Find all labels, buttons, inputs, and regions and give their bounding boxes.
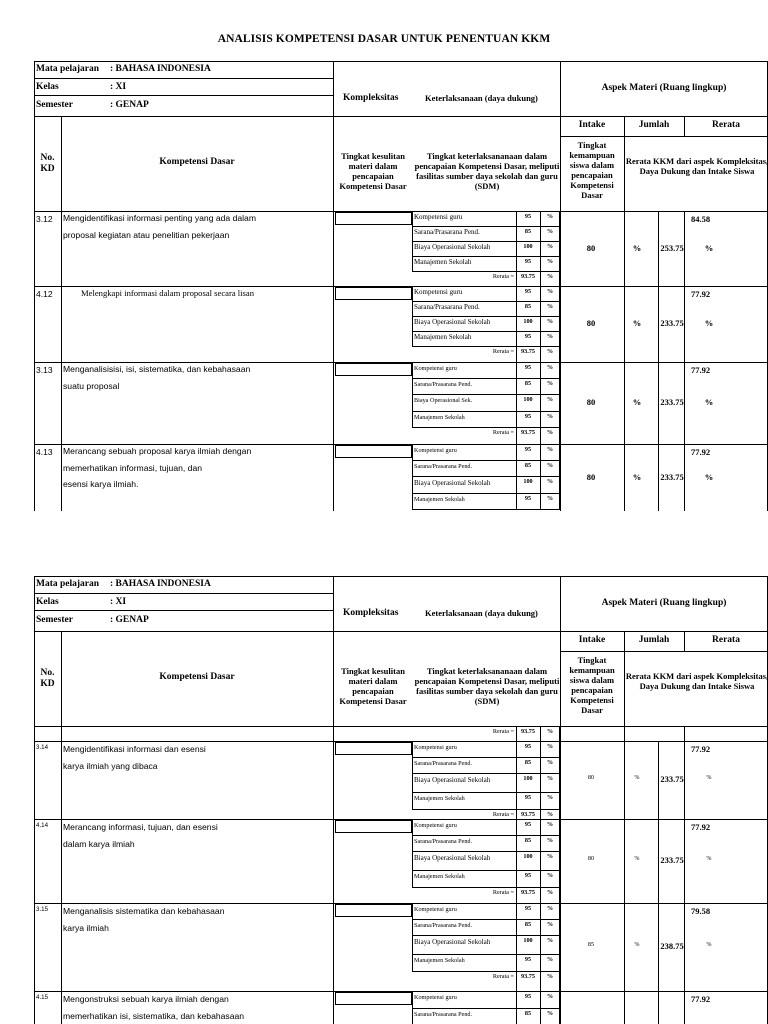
intake-header: Intake (578, 635, 606, 645)
grid-line-v (624, 819, 625, 903)
support-sarana-value: 85 (524, 1010, 532, 1017)
support-sarana-label: Sarana/Prasarana Pend. (414, 1011, 473, 1018)
support-guru-label: Kompetensi guru (414, 906, 457, 913)
kd-number: 3.13 (36, 365, 53, 375)
support-manajemen-value: 95 (524, 413, 532, 420)
support-manajemen-label: Manajemen Sekolah (414, 795, 465, 802)
intake-pct: % (634, 941, 640, 948)
grid-line-h (34, 78, 333, 79)
support-manajemen-pct: % (546, 956, 554, 963)
support-sarana-pct: % (546, 228, 554, 235)
kd-text-line: Mengidentifikasi informasi penting yang ada dalam (63, 213, 256, 223)
support-biaya-label: Biaya Operasional Sekolah (414, 479, 491, 487)
support-manajemen-value: 95 (524, 794, 532, 801)
support-guru-label: Kompetensi guru (414, 447, 457, 454)
kd-text (63, 903, 224, 936)
support-rerata-label: Rerata = (492, 811, 514, 818)
support-rerata-pct: % (546, 429, 554, 436)
support-manajemen-pct: % (546, 333, 554, 340)
support-biaya-value: 100 (523, 853, 533, 860)
grid-line-h (560, 991, 768, 992)
support-sarana-pct: % (546, 837, 554, 844)
kd-text-line: Melengkapi informasi dalam proposal secara lisan (81, 288, 255, 298)
support-rerata-top-pct: % (546, 728, 554, 735)
kd-text (63, 210, 256, 243)
grid-line-v (61, 116, 62, 511)
kompleksitas-input[interactable] (335, 363, 412, 376)
kelas-value: : XI (110, 597, 127, 607)
support-biaya-value: 100 (523, 937, 533, 944)
kd-number: 4.13 (36, 447, 53, 457)
kd-text (63, 741, 206, 774)
support-guru-value: 95 (524, 821, 532, 828)
rerata-value: 77.92 (691, 822, 711, 832)
rerata-header: Rerata (712, 635, 740, 645)
support-sarana-pct: % (546, 1010, 554, 1017)
support-rerata-pct: % (546, 973, 554, 980)
kkm-table-1 (34, 61, 768, 511)
jumlah-pct: % (704, 472, 714, 482)
kd-text-line: Merancang informasi, tujuan, dan esensi (63, 822, 218, 832)
no-kd-header: No. KD (40, 153, 55, 174)
grid-line-v (684, 726, 685, 741)
intake-pct: % (632, 243, 642, 253)
support-manajemen-value: 95 (524, 956, 532, 963)
support-guru-value: 95 (524, 743, 532, 750)
support-sarana-value: 85 (524, 921, 532, 928)
support-biaya-label: Biaya Operasional Sekolah (414, 318, 491, 326)
jumlah-value: 233.75 (660, 472, 684, 482)
rerata-kkm-header: Rerata KKM dari aspek Kompleksitas, Daya Dukung dan Intake Siswa (625, 156, 768, 176)
support-guru-label: Kompetensi guru (414, 288, 463, 296)
jumlah-pct: % (706, 774, 712, 781)
rerata-value: 77.92 (691, 289, 711, 299)
support-biaya-label: Biaya Operasional Sek. (414, 397, 473, 404)
intake-value: 80 (586, 243, 596, 253)
kd-text-line: Mengidentifikasi informasi dan esensi (63, 744, 206, 754)
jumlah-value: 253.75 (660, 243, 684, 253)
grid-line-v (333, 576, 334, 1024)
kompetensi-dasar-header: Kompetensi Dasar (159, 157, 235, 167)
semester-label: Semester (36, 100, 73, 110)
jumlah-value: 233.75 (660, 318, 684, 328)
support-biaya-pct: % (546, 775, 554, 782)
grid-line-v (560, 726, 561, 741)
rerata-value: 84.58 (691, 214, 711, 224)
grid-line-h (560, 116, 768, 117)
support-guru-pct: % (546, 821, 554, 828)
support-guru-label: Kompetensi guru (414, 994, 457, 1001)
kelas-value: : XI (110, 82, 127, 92)
jumlah-value: 238.75 (660, 941, 684, 951)
support-sarana-pct: % (546, 921, 554, 928)
support-biaya-label: Biaya Operasional Sekolah (414, 776, 491, 784)
tingkat-kesulitan-header: Tingkat kesulitan materi dalam pencapaian Kompetensi Dasar (339, 151, 407, 191)
kd-text (63, 819, 218, 852)
kd-text-line: Menganalisisisi, isi, sistematika, dan kebahasaan (63, 364, 251, 374)
support-biaya-value: 100 (523, 243, 533, 250)
grid-line-h (560, 136, 768, 137)
grid-line-v (624, 444, 625, 511)
kd-text (63, 443, 251, 493)
kompleksitas-input[interactable] (335, 445, 412, 458)
support-rerata-label: Rerata = (492, 429, 514, 436)
grid-line-h (560, 286, 768, 287)
intake-value: 80 (586, 318, 596, 328)
support-manajemen-pct: % (546, 258, 554, 265)
grid-line-v (624, 726, 625, 741)
support-biaya-label: Biaya Operasional Sekolah (414, 854, 491, 862)
grid-line-v (34, 576, 35, 1024)
kd-text-line: karya ilmiah yang dibaca (63, 760, 158, 771)
support-biaya-label: Biaya Operasional Sekolah (414, 938, 491, 946)
tingkat-kemampuan-header: Tingkat kemampuan siswa dalam pencapaian Kompetensi Dasar (569, 655, 615, 715)
support-manajemen-label: Manajemen Sekolah (414, 258, 472, 266)
support-biaya-pct: % (546, 478, 554, 485)
support-manajemen-value: 95 (524, 333, 532, 340)
jumlah-header: Jumlah (638, 635, 670, 645)
support-guru-pct: % (546, 288, 554, 295)
support-rerata-pct: % (546, 811, 554, 818)
rerata-value: 77.92 (691, 744, 711, 754)
aspek-header: Aspek Materi (Ruang lingkup) (601, 598, 727, 608)
jumlah-value: 233.75 (660, 397, 684, 407)
support-sarana-pct: % (546, 380, 554, 387)
grid-line-v (560, 991, 561, 1024)
page-title: ANALISIS KOMPETENSI DASAR UNTUK PENENTUAN KKM (217, 33, 551, 45)
kd-text-line: Merancang sebuah proposal karya ilmiah dengan (63, 446, 252, 456)
jumlah-pct: % (704, 243, 714, 253)
kompleksitas-input[interactable] (335, 287, 412, 300)
kompleksitas-header: Kompleksitas (343, 608, 399, 618)
rerata-value: 79.58 (691, 906, 711, 916)
support-biaya-value: 100 (523, 318, 533, 325)
support-rerata-pct: % (546, 889, 554, 896)
intake-pct: % (632, 397, 642, 407)
support-rerata-top-value: 93.75 (521, 728, 535, 735)
support-manajemen-label: Manajemen Sekolah (414, 957, 465, 964)
intake-value: 80 (587, 774, 595, 781)
support-guru-value: 95 (524, 993, 532, 1000)
kd-text (63, 361, 250, 394)
kompleksitas-input[interactable] (335, 212, 412, 225)
jumlah-header: Jumlah (638, 120, 670, 130)
support-sarana-value: 85 (524, 380, 532, 387)
grid-line-v (684, 991, 685, 1024)
kd-text-line: Menganalisis sistematika dan kebahasaan (63, 906, 225, 916)
support-sarana-label: Sarana/Prasarana Pend. (414, 463, 473, 470)
support-sarana-value: 85 (524, 837, 532, 844)
support-rerata-value: 93.75 (521, 429, 535, 436)
intake-value: 85 (587, 941, 595, 948)
grid-line-v (658, 991, 659, 1024)
support-rerata-top-label: Rerata = (492, 728, 514, 735)
support-guru-pct: % (546, 993, 554, 1000)
kd-text-line: dalam karya ilmiah (63, 838, 135, 849)
grid-line-v (624, 991, 625, 1024)
rerata-value: 77.92 (691, 447, 711, 457)
support-rerata-label: Rerata = (492, 348, 514, 355)
support-manajemen-value: 95 (524, 258, 532, 265)
support-sarana-label: Sarana/Prasarana Pend. (414, 303, 480, 311)
tingkat-keterlaksanaan-header: Tingkat keterlaksananaan dalam pencapaian Kompetensi Dasar, meliputi fasilitas sumber daya sekolah dan guru (SDM) (414, 666, 560, 706)
grid-line-h (34, 593, 333, 594)
kd-number: 4.14 (36, 822, 49, 829)
kompetensi-dasar-header: Kompetensi Dasar (159, 672, 235, 682)
intake-pct: % (632, 472, 642, 482)
semester-label: Semester (36, 615, 73, 625)
keterlaksanaan-header: Keterlaksanaan (daya dukung) (425, 93, 538, 103)
tingkat-kemampuan-header: Tingkat kemampuan siswa dalam pencapaian Kompetensi Dasar (569, 140, 615, 200)
jumlah-pct: % (704, 318, 714, 328)
intake-pct: % (634, 855, 640, 862)
kd-text-line: memerhatikan informasi, tujuan, dan (63, 462, 203, 473)
support-manajemen-pct: % (546, 495, 554, 502)
tingkat-kesulitan-header: Tingkat kesulitan materi dalam pencapaian Kompetensi Dasar (339, 666, 407, 706)
support-guru-pct: % (546, 905, 554, 912)
support-rerata-value: 93.75 (521, 973, 535, 980)
jumlah-pct: % (706, 941, 712, 948)
grid-line-h (34, 61, 768, 62)
grid-line-h (560, 819, 768, 820)
support-manajemen-value: 95 (524, 495, 532, 502)
support-sarana-label: Sarana/Prasarana Pend. (414, 838, 473, 845)
grid-line-h (34, 726, 768, 727)
support-rerata-label: Rerata = (492, 273, 514, 280)
kkm-table-2 (34, 576, 768, 1024)
grid-line-v (624, 286, 625, 362)
kd-number: 3.15 (36, 906, 49, 913)
support-sarana-label: Sarana/Prasarana Pend. (414, 228, 480, 236)
support-guru-pct: % (546, 213, 554, 220)
support-biaya-value: 100 (523, 478, 533, 485)
intake-pct: % (632, 318, 642, 328)
semester-value: : GENAP (110, 100, 149, 110)
support-biaya-pct: % (546, 318, 554, 325)
intake-value: 80 (586, 397, 596, 407)
rerata-value: 77.92 (691, 994, 711, 1004)
kd-text (63, 991, 244, 1024)
support-guru-value: 95 (524, 446, 532, 453)
support-rerata-pct: % (546, 273, 554, 280)
kd-number: 3.14 (36, 744, 49, 751)
no-kd-header: No. KD (40, 668, 55, 689)
mapel-label: Mata pelajaran (36, 579, 100, 589)
kd-text (63, 285, 254, 302)
support-rerata-value: 93.75 (521, 348, 535, 355)
support-guru-label: Kompetensi guru (414, 744, 457, 751)
support-guru-pct: % (546, 364, 554, 371)
intake-header: Intake (578, 120, 606, 130)
support-manajemen-pct: % (546, 872, 554, 879)
grid-line-h (34, 610, 333, 611)
mapel-value: : BAHASA INDONESIA (110, 64, 211, 74)
support-guru-value: 95 (524, 288, 532, 295)
support-rerata-pct: % (546, 348, 554, 355)
mapel-value: : BAHASA INDONESIA (110, 579, 211, 589)
support-manajemen-label: Manajemen Sekolah (414, 414, 465, 421)
kd-text-line: Mengonstruksi sebuah karya ilmiah dengan (63, 994, 229, 1004)
kd-text-line: esensi karya ilmiah. (63, 479, 139, 489)
support-manajemen-pct: % (546, 794, 554, 801)
semester-value: : GENAP (110, 615, 149, 625)
grid-line-v (624, 211, 625, 286)
kompleksitas-input[interactable] (335, 904, 412, 917)
support-rerata-value: 93.75 (521, 811, 535, 818)
jumlah-pct: % (706, 855, 712, 862)
support-guru-value: 95 (524, 364, 532, 371)
support-manajemen-label: Manajemen Sekolah (414, 333, 472, 341)
support-sarana-pct: % (546, 759, 554, 766)
support-biaya-value: 100 (523, 396, 533, 403)
kd-text-line: memerhatikan isi, sistematika, dan kebahasaan (63, 1010, 245, 1021)
kompleksitas-input[interactable] (335, 992, 412, 1005)
intake-value: 80 (587, 855, 595, 862)
kelas-label: Kelas (36, 82, 59, 92)
support-biaya-pct: % (546, 243, 554, 250)
support-guru-value: 95 (524, 905, 532, 912)
support-sarana-value: 85 (524, 228, 532, 235)
support-rerata-value: 93.75 (521, 889, 535, 896)
support-rerata-label: Rerata = (492, 889, 514, 896)
kd-number: 4.15 (36, 994, 49, 1001)
support-guru-label: Kompetensi guru (414, 213, 463, 221)
support-rerata-value: 93.75 (521, 273, 535, 280)
grid-line-h (560, 362, 768, 363)
grid-line-v (61, 631, 62, 1024)
kd-number: 3.12 (36, 214, 53, 224)
support-sarana-pct: % (546, 462, 554, 469)
support-manajemen-label: Manajemen Sekolah (414, 496, 465, 503)
support-rerata-label: Rerata = (492, 973, 514, 980)
grid-line-h (560, 444, 768, 445)
rerata-value: 77.92 (691, 365, 711, 375)
support-sarana-label: Sarana/Prasarana Pend. (414, 381, 473, 388)
kelas-label: Kelas (36, 597, 59, 607)
aspek-header: Aspek Materi (Ruang lingkup) (601, 83, 727, 93)
grid-line-h (560, 903, 768, 904)
grid-line-h (560, 631, 768, 632)
jumlah-value: 233.75 (660, 774, 684, 784)
support-sarana-pct: % (546, 303, 554, 310)
support-manajemen-value: 95 (524, 872, 532, 879)
support-guru-label: Kompetensi guru (414, 822, 457, 829)
grid-line-v (624, 362, 625, 444)
keterlaksanaan-header: Keterlaksanaan (daya dukung) (425, 608, 538, 618)
support-biaya-pct: % (546, 853, 554, 860)
kd-text-line: karya ilmiah (63, 922, 109, 933)
kd-text-line: proposal kegiatan atau penelitian pekerjaan (63, 229, 230, 240)
support-biaya-value: 100 (523, 775, 533, 782)
rerata-kkm-header: Rerata KKM dari aspek Kompleksitas, Daya Dukung dan Intake Siswa (625, 671, 768, 691)
support-manajemen-label: Manajemen Sekolah (414, 873, 465, 880)
support-sarana-value: 85 (524, 303, 532, 310)
kompleksitas-input[interactable] (335, 742, 412, 755)
support-guru-pct: % (546, 446, 554, 453)
support-manajemen-pct: % (546, 413, 554, 420)
support-sarana-value: 85 (524, 759, 532, 766)
grid-line-h (34, 576, 768, 577)
intake-value: 80 (586, 472, 596, 482)
grid-line-h (560, 651, 768, 652)
rerata-header: Rerata (712, 120, 740, 130)
support-sarana-label: Sarana/Prasarana Pend. (414, 922, 473, 929)
support-biaya-pct: % (546, 396, 554, 403)
grid-line-h (560, 741, 768, 742)
tingkat-keterlaksanaan-header: Tingkat keterlaksananaan dalam pencapaian Kompetensi Dasar, meliputi fasilitas sumber daya sekolah dan guru (SDM) (414, 151, 560, 191)
intake-pct: % (634, 774, 640, 781)
support-biaya-pct: % (546, 937, 554, 944)
support-guru-value: 95 (524, 213, 532, 220)
support-sarana-value: 85 (524, 462, 532, 469)
support-sarana-label: Sarana/Prasarana Pend. (414, 760, 473, 767)
jumlah-value: 233.75 (660, 855, 684, 865)
grid-line-v (624, 741, 625, 819)
kompleksitas-input[interactable] (335, 820, 412, 833)
kompleksitas-header: Kompleksitas (343, 93, 399, 103)
kd-text-line: suatu proposal (63, 380, 120, 391)
kd-number: 4.12 (36, 289, 53, 299)
grid-line-h (34, 95, 333, 96)
support-guru-pct: % (546, 743, 554, 750)
mapel-label: Mata pelajaran (36, 64, 100, 74)
support-guru-label: Kompetensi guru (414, 365, 457, 372)
grid-line-v (624, 903, 625, 991)
support-biaya-label: Biaya Operasional Sekolah (414, 243, 491, 251)
jumlah-pct: % (704, 397, 714, 407)
